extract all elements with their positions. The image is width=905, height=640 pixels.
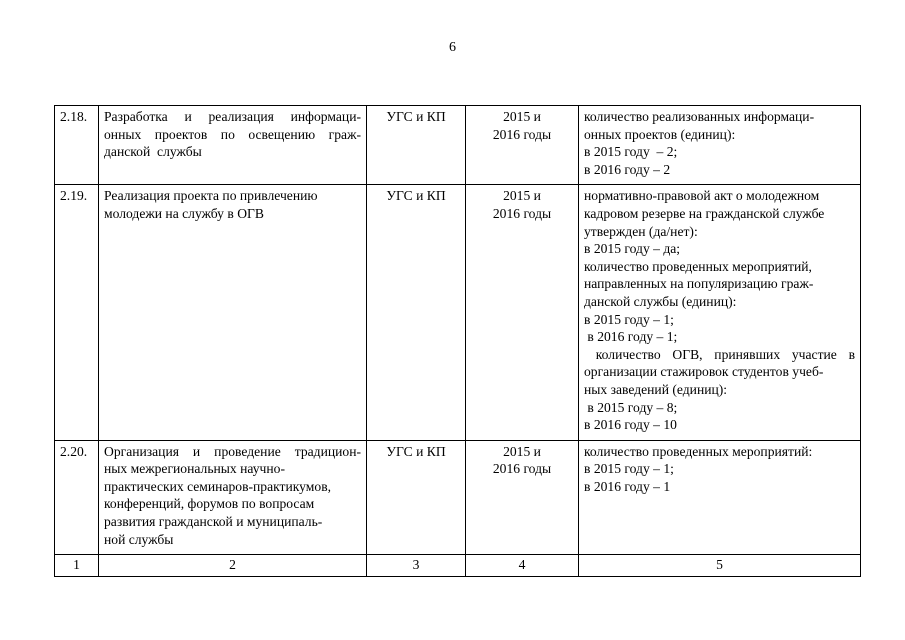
- indicator-line: в 2016 году – 2: [584, 161, 671, 177]
- indicator-line: в 2015 году – 1;: [584, 311, 674, 327]
- column-number: 4: [466, 555, 579, 577]
- indicator-line: количество проведенных мероприятий:: [584, 443, 813, 459]
- table-row: [55, 106, 861, 185]
- indicator-line: в 2015 году – 8;: [584, 399, 678, 415]
- activity-line: ной службы: [104, 531, 174, 547]
- period-line: 2015 и: [503, 443, 541, 459]
- column-number: 2: [99, 555, 367, 577]
- plan-table: [54, 105, 861, 577]
- table-row: [55, 185, 861, 440]
- indicator-line: в 2016 году – 1;: [584, 329, 678, 345]
- responsible-cell: УГС и КП: [367, 185, 466, 440]
- indicators-cell: [579, 440, 861, 555]
- indicator-line: кадровом резерве на гражданской службе: [584, 205, 825, 221]
- activity-cell: [99, 440, 367, 555]
- indicator-line: количество ОГВ, принявших участие в: [584, 346, 855, 362]
- column-number-row: [55, 555, 861, 577]
- page-number: 6: [449, 40, 456, 55]
- indicator-line: данской службы (единиц):: [584, 293, 737, 309]
- activity-line: Разработка и реализация информаци-: [104, 109, 361, 124]
- indicator-line: в 2016 году – 10: [584, 417, 677, 433]
- period-line: 2015 и: [503, 109, 541, 124]
- column-number: 1: [55, 555, 99, 577]
- activity-line: развития гражданской и муниципаль-: [104, 514, 323, 530]
- activity-line: молодежи на службу в ОГВ: [104, 205, 264, 221]
- indicator-line: количество реализованных информаци-: [584, 109, 815, 124]
- indicator-line: ных заведений (единиц):: [584, 381, 728, 397]
- row-number: 2.19.: [55, 185, 99, 440]
- column-number: 3: [367, 555, 466, 577]
- table-row: [55, 440, 861, 555]
- indicator-line: онных проектов (единиц):: [584, 126, 736, 142]
- activity-line: Организация и проведение традицион-: [104, 443, 361, 459]
- indicator-line: в 2015 году – да;: [584, 241, 681, 257]
- indicator-line: в 2015 году – 1;: [584, 461, 674, 477]
- activity-line: данской службы: [104, 144, 202, 160]
- activity-line: конференций, форумов по вопросам: [104, 496, 315, 512]
- period-cell: [466, 185, 579, 440]
- row-number: 2.20.: [55, 440, 99, 555]
- column-number: 5: [579, 555, 861, 577]
- activity-line: Реализация проекта по привлечению: [104, 188, 318, 204]
- indicator-line: организации стажировок студентов учеб-: [584, 364, 824, 380]
- indicator-line: направленных на популяризацию граж-: [584, 276, 814, 292]
- activity-cell: [99, 185, 367, 440]
- responsible-cell: УГС и КП: [367, 106, 466, 185]
- period-line: 2016 годы: [492, 205, 552, 221]
- period-line: 2016 годы: [492, 126, 552, 142]
- indicator-line: нормативно-правовой акт о молодежном: [584, 188, 820, 204]
- period-cell: [466, 106, 579, 185]
- activity-cell: [99, 106, 367, 185]
- row-number: 2.18.: [55, 106, 99, 185]
- period-line: 2016 годы: [492, 461, 552, 477]
- activity-line: ных межрегиональных научно-: [104, 461, 285, 477]
- period-line: 2015 и: [503, 188, 541, 204]
- indicator-line: утвержден (да/нет):: [584, 223, 698, 239]
- indicator-line: количество проведенных мероприятий,: [584, 258, 812, 274]
- indicator-line: в 2016 году – 1: [584, 478, 671, 494]
- period-cell: [466, 440, 579, 555]
- indicators-cell: [579, 106, 861, 185]
- responsible-cell: УГС и КП: [367, 440, 466, 555]
- indicator-line: в 2015 году – 2;: [584, 144, 678, 160]
- activity-line: практических семинаров-практикумов,: [104, 478, 332, 494]
- indicators-cell: [579, 185, 861, 440]
- activity-line: онных проектов по освещению граж-: [104, 126, 361, 142]
